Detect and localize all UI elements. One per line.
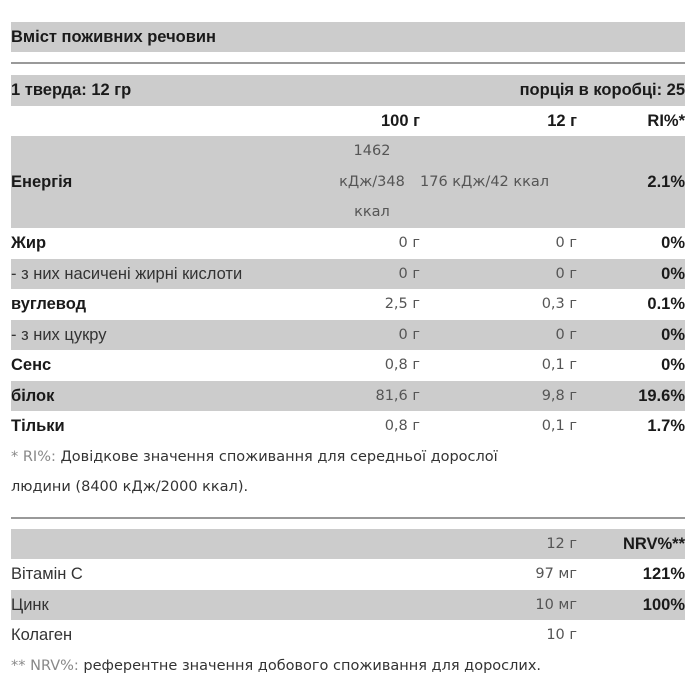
serving-row [11, 75, 685, 106]
row-per100: 0 г [398, 265, 420, 282]
row-nrv [577, 620, 685, 651]
spacer [11, 52, 685, 62]
row-label: Енергія [11, 173, 73, 191]
row-label: - з них цукру [11, 325, 107, 344]
row-per100: 2,5 г [384, 296, 420, 312]
row-label: Жир [11, 234, 47, 252]
row-per12: 0 г [555, 235, 577, 251]
energy-per100-line2: кДж/348 [339, 173, 405, 190]
energy-per100-line3: ккал [354, 204, 390, 220]
spacer [11, 519, 685, 529]
row-label: Тільки [11, 417, 65, 435]
row-ri: 0% [661, 325, 685, 344]
row-per100: 0 г [398, 326, 420, 343]
vitamins-table [11, 529, 685, 651]
ri-footnote-marker: * RI%: [11, 448, 56, 465]
section-title: Вміст поживних речовин [11, 22, 685, 52]
table-row [11, 350, 685, 381]
spacer [11, 64, 685, 75]
row-label: Колаген [11, 626, 73, 644]
row-nrv: 100% [642, 595, 685, 614]
table-row-energy [11, 136, 685, 228]
row-per100: 0 г [398, 235, 420, 251]
row-per12: 0,1 г [541, 357, 577, 373]
table-header-row [11, 529, 685, 560]
row-per12: 9,8 г [541, 387, 577, 404]
col-header-100g: 100 г [381, 111, 420, 130]
row-per12: 10 г [546, 627, 577, 643]
energy-per12: 176 кДж/42 ккал [420, 174, 550, 190]
ri-footnote-text-2: людини (8400 кДж/2000 ккал). [11, 478, 249, 495]
row-per12: 97 мг [535, 566, 577, 582]
row-per100: 81,6 г [375, 387, 420, 404]
servings-per-box: порція в коробці: 25 [519, 81, 685, 99]
table-header-row [11, 106, 685, 137]
row-label: Цинк [11, 595, 49, 614]
table-row [11, 228, 685, 259]
table-row [11, 620, 685, 651]
table-row [11, 259, 685, 290]
col-header-nrv: NRV%** [622, 534, 685, 553]
row-per12: 0 г [555, 265, 577, 282]
col-header-12g: 12 г [546, 535, 577, 552]
row-ri: 19.6% [638, 386, 685, 405]
row-per100: 0,8 г [384, 357, 420, 373]
energy-per100-line1: 1462 [353, 143, 391, 159]
col-header-name [11, 106, 330, 137]
energy-ri: 2.1% [647, 173, 685, 191]
col-header-name [11, 529, 420, 560]
table-row [11, 590, 685, 621]
table-row [11, 411, 685, 442]
row-label: Вітамін С [11, 565, 83, 583]
nutrition-facts [11, 22, 685, 681]
col-header-12g: 12 г [547, 111, 577, 130]
spacer [11, 502, 685, 517]
row-label: - з них насичені жирні кислоти [11, 264, 243, 283]
nrv-footnote-text: референтне значення добового споживання для дорослих. [78, 657, 542, 674]
serving-size: 1 тверда: 12 гр [11, 81, 132, 99]
row-per12: 0,1 г [541, 418, 577, 434]
nrv-footnote-marker: ** NRV%: [11, 657, 79, 674]
nrv-footnote [11, 651, 685, 681]
row-per12: 0,3 г [541, 296, 577, 312]
row-label: Сенс [11, 356, 52, 374]
ri-footnote-text: Довідкове значення споживання для середньої дорослої [55, 448, 498, 465]
ri-footnote [11, 442, 685, 502]
row-per100: 0,8 г [384, 418, 420, 434]
row-ri: 0.1% [647, 295, 685, 313]
row-ri: 0% [661, 356, 685, 374]
row-ri: 0% [661, 234, 685, 252]
row-ri: 1.7% [647, 417, 685, 435]
energy-per100 [324, 136, 420, 228]
row-per12: 10 мг [535, 596, 577, 613]
table-row [11, 289, 685, 320]
table-row [11, 559, 685, 590]
col-header-ri: RI%* [647, 111, 685, 130]
row-label: білок [11, 386, 55, 405]
row-ri: 0% [661, 264, 685, 283]
row-per12: 0 г [555, 326, 577, 343]
row-label: вуглевод [11, 295, 87, 313]
table-row [11, 381, 685, 412]
table-row [11, 320, 685, 351]
row-nrv: 121% [642, 565, 685, 583]
